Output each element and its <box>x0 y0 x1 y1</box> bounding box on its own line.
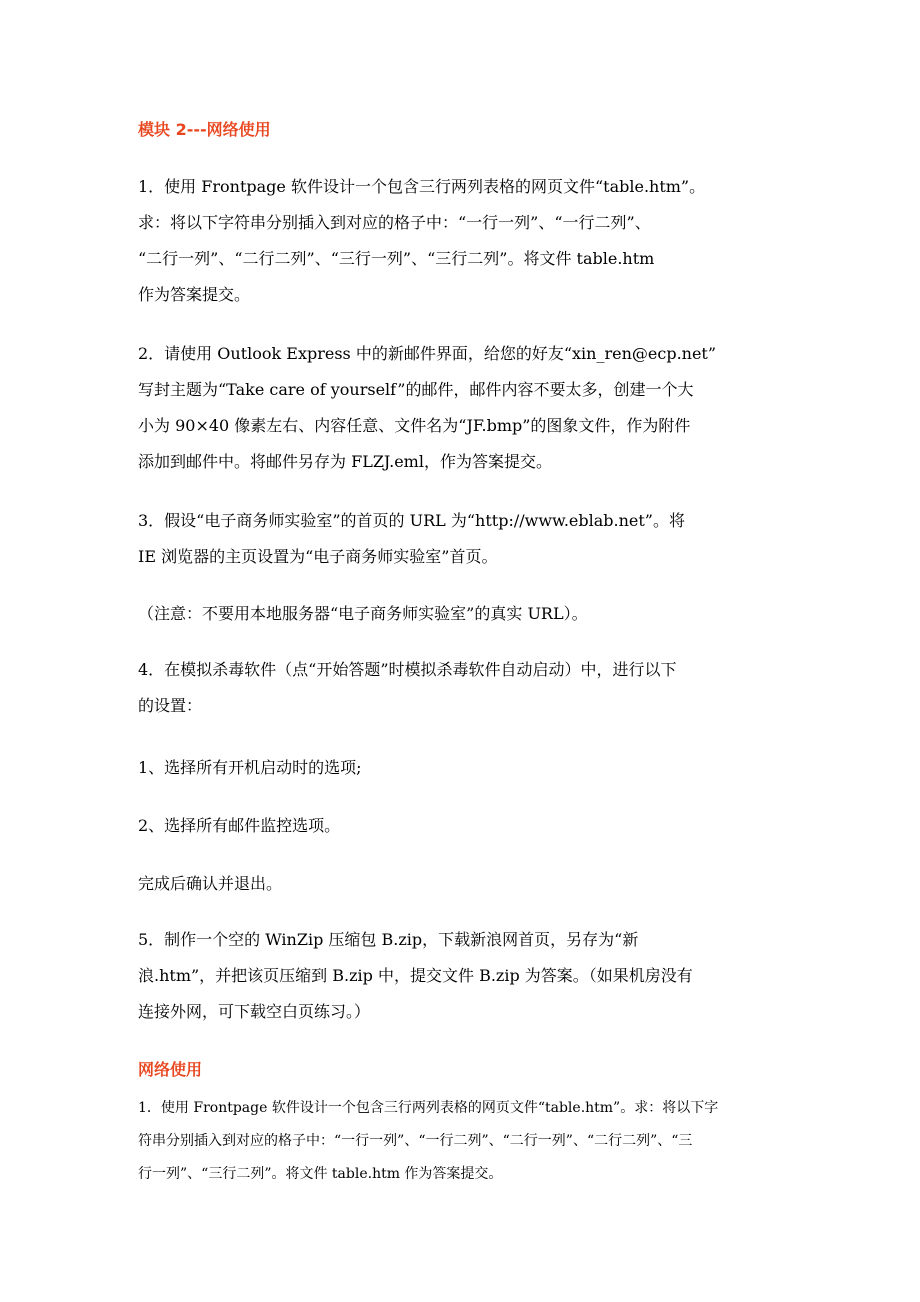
paragraph-line: 浪.htm”，并把该页压缩到 B.zip 中，提交文件 B.zip 为答案。（如果机房没有 <box>138 966 693 985</box>
section-2-question-1-paragraph <box>138 1092 784 1191</box>
paragraph-line: 的设置： <box>138 696 203 715</box>
section-heading-module2: 模块 2---网络使用 <box>138 120 271 139</box>
question-3-note <box>138 596 784 632</box>
paragraph-line: 添加到邮件中。将邮件另存为 FLZJ.eml，作为答案提交。 <box>138 452 552 471</box>
paragraph-line: 5．制作一个空的 WinZip 压缩包 B.zip，下载新浪网首页，另存为“新 <box>138 930 639 949</box>
paragraph-line: 1．使用 Frontpage 软件设计一个包含三行两列表格的网页文件“table.htm”。求：将以下字 <box>138 1100 719 1116</box>
paragraph-line: 符串分别插入到对应的格子中：“一行一列”、“一行二列”、“二行一列”、“二行二列”、“三 <box>138 1133 693 1149</box>
question-1-paragraph <box>138 169 784 313</box>
question-4-paragraph <box>138 652 784 724</box>
paragraph-line: 2、选择所有邮件监控选项。 <box>138 816 341 835</box>
paragraph-line: （注意：不要用本地服务器“电子商务师实验室”的真实 URL）。 <box>138 604 588 623</box>
question-4-end <box>138 866 784 902</box>
question-3-paragraph <box>138 503 784 575</box>
paragraph-line: 连接外网，可下载空白页练习。） <box>138 1002 371 1021</box>
paragraph-line: 写封主题为“Take care of yourself”的邮件，邮件内容不要太多，创建一个大 <box>138 380 694 399</box>
paragraph-line: 小为 90×40 像素左右、内容任意、文件名为“JF.bmp”的图象文件，作为附件 <box>138 416 691 435</box>
paragraph-line: 作为答案提交。 <box>138 285 251 304</box>
question-4-item-1 <box>138 750 784 786</box>
paragraph-line: 4．在模拟杀毒软件（点“开始答题”时模拟杀毒软件自动启动）中，进行以下 <box>138 660 677 679</box>
section-heading-network-use: 网络使用 <box>138 1060 203 1079</box>
paragraph-line: 3．假设“电子商务师实验室”的首页的 URL 为“http://www.eblab.net”。将 <box>138 511 685 530</box>
paragraph-line: 1．使用 Frontpage 软件设计一个包含三行两列表格的网页文件“table.htm”。 <box>138 177 706 196</box>
paragraph-line: 1、选择所有开机启动时的选项; <box>138 758 362 777</box>
paragraph-line: 完成后确认并退出。 <box>138 874 283 893</box>
question-4-item-2 <box>138 808 784 844</box>
paragraph-line: 行一列”、“三行二列”。将文件 table.htm 作为答案提交。 <box>138 1166 503 1182</box>
question-2-paragraph <box>138 336 784 480</box>
paragraph-line: “二行一列”、“二行二列”、“三行一列”、“三行二列”。将文件 table.htm <box>138 249 655 268</box>
paragraph-line: 2．请使用 Outlook Express 中的新邮件界面，给您的好友“xin_ren@ecp.net” <box>138 344 717 363</box>
paragraph-line: IE 浏览器的主页设置为“电子商务师实验室”首页。 <box>138 547 498 566</box>
question-5-paragraph <box>138 922 784 1030</box>
paragraph-line: 求：将以下字符串分别插入到对应的格子中：“一行一列”、“一行二列”、 <box>138 213 651 232</box>
